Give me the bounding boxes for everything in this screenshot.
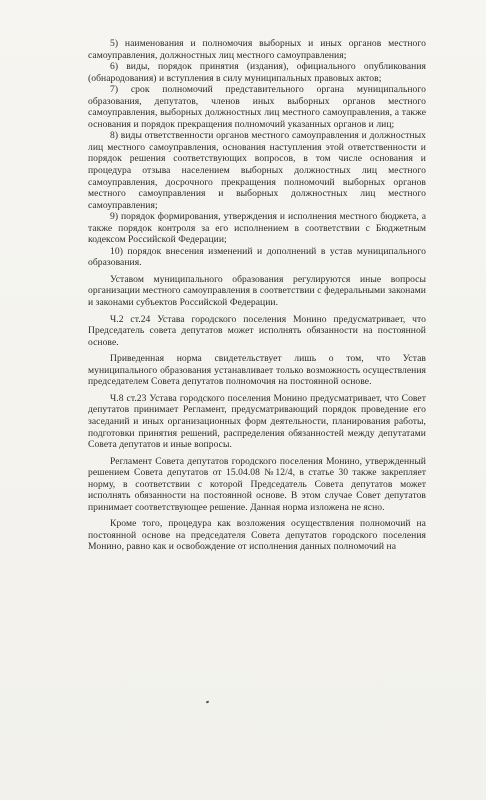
- paragraph-item-9: 9) порядок формирования, утверждения и исполнения местного бюджета, а также порядок контроля за его исполнением в соответствии с Бюджетным кодексом Российской Федерации;: [88, 211, 426, 246]
- paragraph-article-24: Ч.2 ст.24 Устава городского поселения Монино предусматривает, что Председатель совета депутатов может исполнять обязанности на постоянной основе.: [88, 313, 426, 348]
- document-body: [88, 38, 426, 553]
- paragraph-item-5: 5) наименования и полномочия выборных и иных органов местного самоуправления, должностных лиц местного самоуправления;: [88, 38, 426, 61]
- paragraph-item-6: 6) виды, порядок принятия (издания), официального опубликования (обнародования) и вступления в силу муниципальных правовых актов;: [88, 61, 426, 84]
- paragraph-procedure: Кроме того, процедура как возложения осуществления полномочий на постоянной основе на председателя Совета депутатов городского поселения Монино, равно как и освобождение от исполнения данных полномочий на: [88, 518, 426, 553]
- paragraph-item-10: 10) порядок внесения изменений и дополнений в устав муниципального образования.: [88, 245, 426, 269]
- paragraph-item-8: 8) виды ответственности органов местного самоуправления и должностных лиц местного самоуправления, основания наступления этой ответственности и порядок решения соответствующих вопросов, в том числе основания и процедура отзыва населением выборных должностных лиц местного самоуправления, досрочного прекращения полномочий выборных органов местного самоуправления и выборных должностных лиц местного самоуправления;: [88, 130, 426, 211]
- paragraph-article-23: Ч.8 ст.23 Устава городского поселения Монино предусматривает, что Совет депутатов принимает Регламент, предусматривающий порядок проведение его заседаний и иных организационных форм деятельности, планирования работы, подготовки принятия решений, распределения обязанностей между депутатами Совета депутатов и иные вопросы.: [88, 392, 426, 451]
- paragraph-charter-scope: Уставом муниципального образования регулируются иные вопросы организации местного самоуправления в соответствии с федеральными законами и законами субъектов Российской Федерации.: [88, 273, 426, 309]
- scan-speck: [206, 700, 210, 703]
- paragraph-regulation: Регламент Совета депутатов городского поселения Монино, утвержденный решением Совета депутатов от 15.04.08 №12/4, в статье 30 также закрепляет норму, в соответствии с которой Председатель Совета депутатов может исполнять обязанности на постоянной основе. В этом случае Совет депутатов принимает соответствующее решение. Данная норма изложена не ясно.: [88, 455, 426, 513]
- paragraph-item-7: 7) срок полномочий представительного органа муниципального образования, депутатов, членов иных выборных органов местного самоуправления, выборных должностных лиц местного самоуправления, а также основания и порядок прекращения полномочий указанных органов и лиц;: [88, 84, 426, 130]
- paragraph-norm-comment: Приведенная норма свидетельствует лишь о том, что Устав муниципального образования устанавливает только возможность осуществления председателем Совета депутатов полномочия на постоянной основе.: [88, 353, 426, 388]
